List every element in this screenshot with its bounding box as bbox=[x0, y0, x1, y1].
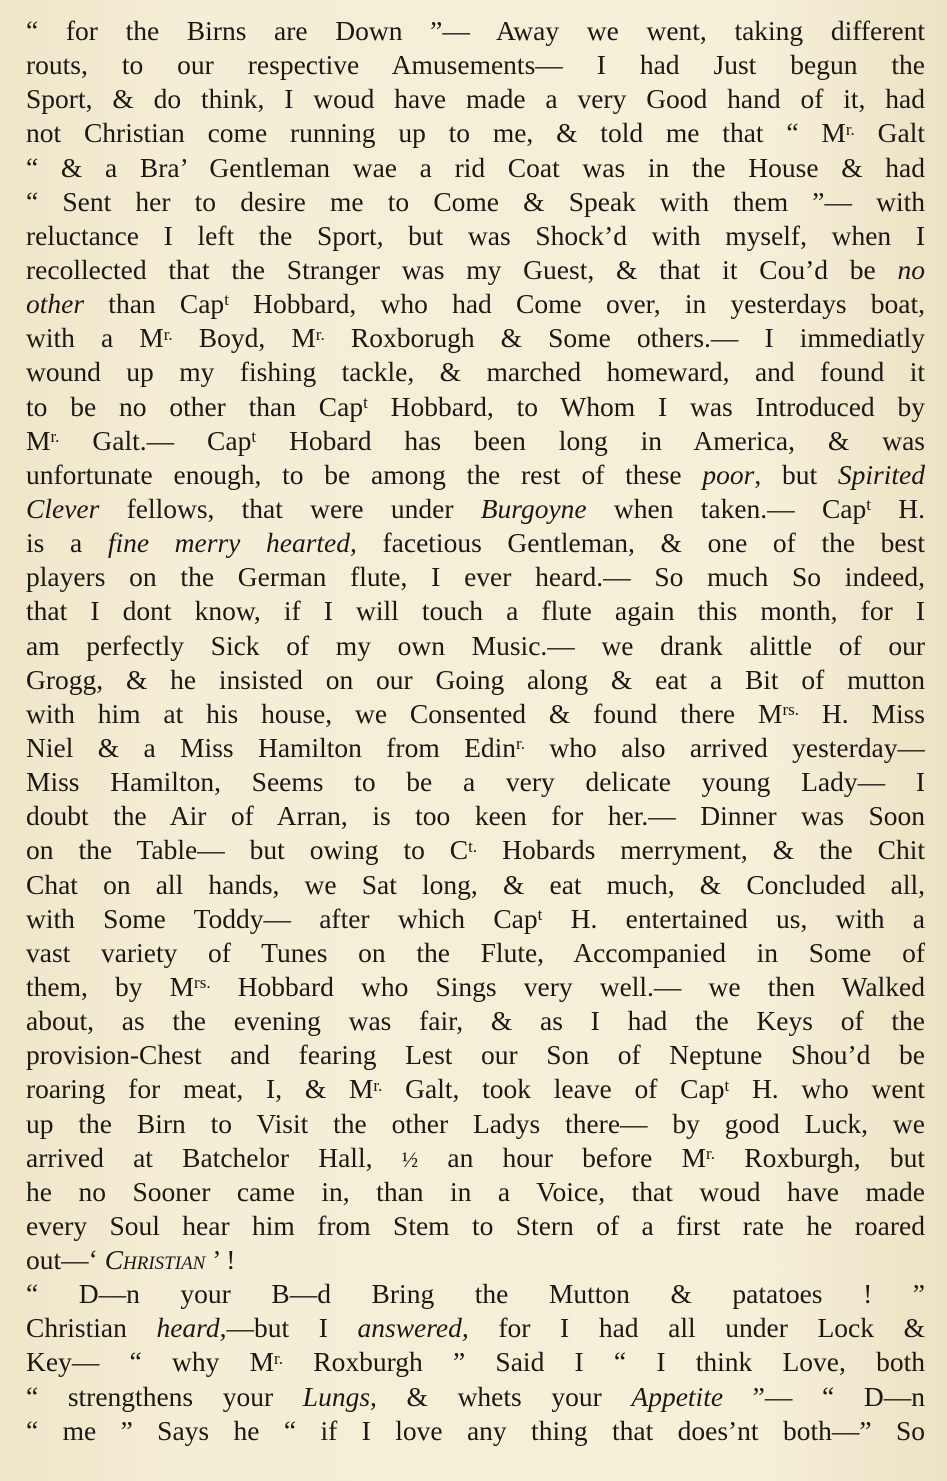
text-run: recollected that the Stranger was my Guest, & that it Cou’d be bbox=[26, 253, 898, 285]
text-run: is a bbox=[26, 527, 108, 559]
text-run: not Christian come running up to me, & told me that “ M bbox=[26, 117, 846, 149]
text-run: M bbox=[26, 424, 51, 456]
text-line bbox=[26, 799, 925, 833]
text-line bbox=[26, 253, 925, 287]
text-run: Hobards merryment, & the Chit bbox=[477, 834, 925, 866]
text-line bbox=[26, 1311, 925, 1345]
text-run: poor bbox=[702, 458, 755, 490]
text-run: when taken.— Cap bbox=[586, 492, 867, 524]
text-run: Hobbard, who had Come over, in yesterdays boat, bbox=[228, 288, 925, 320]
text-run: Burgoyne bbox=[480, 492, 587, 524]
text-run: t bbox=[724, 1075, 730, 1095]
text-run: wound up my fishing tackle, & marched homeward, and found it bbox=[26, 356, 925, 388]
text-run: Sport, & do think, I woud have made a very Good hand of it, had bbox=[26, 83, 925, 115]
text-line bbox=[26, 458, 925, 492]
text-run: Spirited bbox=[837, 458, 925, 490]
text-run: r. bbox=[163, 324, 173, 344]
text-run: rs. bbox=[782, 700, 800, 720]
text-run: t bbox=[363, 392, 368, 412]
text-run: Roxburgh ” Said I “ I think Love, both bbox=[283, 1346, 925, 1378]
text-run: routs, to our respective Amusements— I had Just begun the bbox=[26, 49, 925, 81]
text-line bbox=[26, 594, 925, 628]
text-line bbox=[26, 82, 925, 116]
page-text-body bbox=[26, 14, 925, 1448]
text-run: t bbox=[224, 290, 229, 310]
text-run: —but I bbox=[226, 1312, 358, 1344]
text-line bbox=[26, 902, 925, 936]
text-run: rs. bbox=[194, 973, 211, 993]
text-line bbox=[26, 492, 925, 526]
text-run: Grogg, & he insisted on our Going along & eat a Bit of mutton bbox=[26, 663, 925, 695]
text-run: r. bbox=[274, 1348, 284, 1368]
text-run: r. bbox=[315, 324, 325, 344]
text-line bbox=[26, 731, 925, 765]
text-run: Appetite bbox=[631, 1380, 724, 1412]
text-run: about, as the evening was fair, & as I had the Keys of the bbox=[26, 1005, 925, 1037]
text-run: them, by M bbox=[26, 970, 195, 1002]
text-run: “ D—n your B—d Bring the Mutton & patatoes ! ” bbox=[26, 1278, 925, 1310]
text-line bbox=[26, 1038, 925, 1072]
text-run: r. bbox=[50, 427, 60, 447]
text-run: to be no other than Cap bbox=[26, 390, 364, 422]
text-run: no bbox=[897, 253, 925, 285]
text-line bbox=[26, 629, 925, 663]
text-line bbox=[26, 116, 925, 150]
text-run: am perfectly Sick of my own Music.— we drank alittle of our bbox=[26, 629, 925, 661]
text-line bbox=[26, 219, 925, 253]
text-run: arrived at Batchelor Hall, bbox=[26, 1141, 402, 1173]
text-line bbox=[26, 1004, 925, 1038]
text-run: r. bbox=[706, 1143, 716, 1163]
text-run: Roxburgh, but bbox=[715, 1141, 925, 1173]
text-run: Chat on all hands, we Sat long, & eat much, & Concluded all, bbox=[26, 868, 925, 900]
text-run: for I had all under Lock & bbox=[468, 1312, 925, 1344]
text-run: Clever bbox=[26, 492, 100, 524]
text-run: every Soul hear him from Stem to Stern of a first rate he roared bbox=[26, 1209, 925, 1241]
text-run: heard, bbox=[156, 1312, 227, 1344]
text-line bbox=[26, 1209, 925, 1243]
text-line bbox=[26, 355, 925, 389]
text-run: Lungs, bbox=[302, 1380, 377, 1412]
text-run: ½ bbox=[401, 1146, 419, 1172]
text-run: vast variety of Tunes on the Flute, Accompanied in Some of bbox=[26, 936, 925, 968]
text-line bbox=[26, 868, 925, 902]
text-run: & whets your bbox=[376, 1380, 632, 1412]
text-run: , but bbox=[754, 458, 838, 490]
text-run: r. bbox=[516, 734, 526, 754]
text-line bbox=[26, 526, 925, 560]
text-run: Key— “ why M bbox=[26, 1346, 275, 1378]
text-run: out—‘ bbox=[26, 1244, 105, 1276]
text-line bbox=[26, 1175, 925, 1209]
text-line bbox=[26, 936, 925, 970]
text-run: Boyd, M bbox=[172, 322, 316, 354]
text-run: Miss Hamilton, Seems to be a very delicate young Lady— I bbox=[26, 766, 925, 798]
text-line bbox=[26, 321, 925, 355]
text-run: doubt the Air of Arran, is too keen for her.— Dinner was Soon bbox=[26, 800, 925, 832]
text-line bbox=[26, 1107, 925, 1141]
text-run: H. bbox=[870, 492, 925, 524]
text-run: he no Sooner came in, than in a Voice, that woud have made bbox=[26, 1175, 925, 1207]
text-run: with Some Toddy— after which Cap bbox=[26, 902, 538, 934]
text-run: with a M bbox=[26, 322, 164, 354]
text-line bbox=[26, 287, 925, 321]
text-run: r. bbox=[845, 119, 855, 139]
text-run: other bbox=[26, 288, 85, 320]
text-run: facetious Gentleman, & one of the best bbox=[356, 527, 925, 559]
text-run: Galt.— Cap bbox=[59, 424, 252, 456]
text-run: on the Table— but owing to C bbox=[26, 834, 469, 866]
text-line bbox=[26, 424, 925, 458]
text-run: Christian bbox=[26, 1312, 157, 1344]
text-run: t bbox=[251, 427, 257, 447]
text-line bbox=[26, 185, 925, 219]
text-run: Christian bbox=[104, 1244, 206, 1276]
text-run: reluctance I left the Sport, but was Shock’d with myself, when I bbox=[26, 219, 925, 251]
text-line bbox=[26, 1380, 925, 1414]
text-line bbox=[26, 390, 925, 424]
text-run: that I dont know, if I will touch a flute again this month, for I bbox=[26, 595, 925, 627]
text-run: with him at his house, we Consented & found there M bbox=[26, 697, 783, 729]
text-run: “ strengthens your bbox=[26, 1380, 303, 1412]
text-line bbox=[26, 663, 925, 697]
text-line bbox=[26, 833, 925, 867]
text-run: “ me ” Says he “ if I love any thing that does’nt both—” So bbox=[26, 1414, 925, 1446]
text-line bbox=[26, 1414, 925, 1448]
text-run: Galt bbox=[854, 117, 925, 149]
text-run: Hobbard, to Whom I was Introduced by bbox=[367, 390, 925, 422]
text-run: Hobbard who Sings very well.— we then Walked bbox=[210, 970, 925, 1002]
text-line bbox=[26, 1345, 925, 1379]
text-run: H. entertained us, with a bbox=[542, 902, 925, 934]
text-run: roaring for meat, I, & M bbox=[26, 1073, 374, 1105]
text-run: t bbox=[537, 904, 543, 924]
text-run: t. bbox=[468, 836, 478, 856]
text-run: who also arrived yesterday— bbox=[525, 731, 925, 763]
text-run: fine merry hearted, bbox=[107, 527, 357, 559]
text-run: Hobard has been long in America, & was bbox=[256, 424, 925, 456]
text-run: Roxborugh & Some others.— I immediatly bbox=[324, 322, 925, 354]
text-run: “ for the Birns are Down ”— Away we went, taking different bbox=[26, 15, 925, 46]
text-line bbox=[26, 48, 925, 82]
text-line bbox=[26, 14, 925, 48]
text-line bbox=[26, 1277, 925, 1311]
text-run: H. who went bbox=[729, 1073, 925, 1105]
text-line bbox=[26, 765, 925, 799]
text-run: “ & a Bra’ Gentleman wae a rid Coat was in the House & had bbox=[26, 151, 925, 183]
text-run: up the Birn to Visit the other Ladys there— by good Luck, we bbox=[26, 1107, 925, 1139]
text-run: provision-Chest and fearing Lest our Son of Neptune Shou’d be bbox=[26, 1039, 925, 1071]
text-run: answered, bbox=[357, 1312, 469, 1344]
text-run: r. bbox=[373, 1075, 383, 1095]
text-run: unfortunate enough, to be among the rest of these bbox=[26, 458, 703, 490]
text-run: t bbox=[866, 495, 871, 515]
text-line bbox=[26, 560, 925, 594]
text-run: ”— “ D—n bbox=[723, 1380, 925, 1412]
text-run: ’ ! bbox=[205, 1244, 236, 1276]
text-line bbox=[26, 151, 925, 185]
text-run: H. Miss bbox=[799, 697, 925, 729]
text-line bbox=[26, 1141, 925, 1175]
text-line bbox=[26, 970, 925, 1004]
text-line bbox=[26, 1072, 925, 1106]
text-run: than Cap bbox=[84, 288, 225, 320]
text-run: Galt, took leave of Cap bbox=[382, 1073, 725, 1105]
text-run: fellows, that were under bbox=[99, 492, 481, 524]
text-run: Niel & a Miss Hamilton from Edin bbox=[26, 731, 517, 763]
text-run: players on the German flute, I ever heard.— So much So indeed, bbox=[26, 561, 925, 593]
text-line bbox=[26, 697, 925, 731]
text-line bbox=[26, 1243, 925, 1277]
text-run: an hour before M bbox=[418, 1141, 707, 1173]
text-run: “ Sent her to desire me to Come & Speak with them ”— with bbox=[26, 185, 925, 217]
